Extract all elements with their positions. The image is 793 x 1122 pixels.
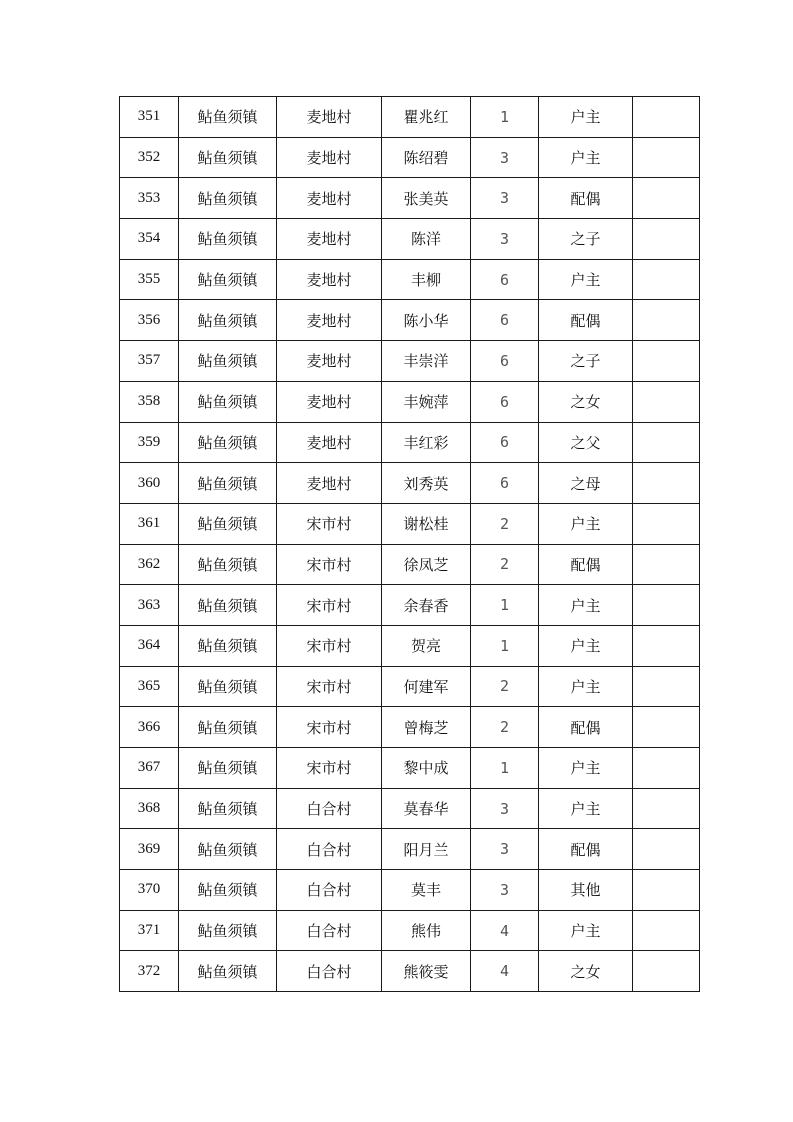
remarks-cell bbox=[633, 422, 700, 463]
name-cell: 何建军 bbox=[382, 666, 471, 707]
relation-cell: 户主 bbox=[539, 585, 633, 626]
relation-cell: 户主 bbox=[539, 503, 633, 544]
village-cell: 麦地村 bbox=[277, 300, 382, 341]
household-size-cell: 4 bbox=[471, 910, 539, 951]
household-table bbox=[119, 96, 700, 992]
serial-number-cell: 360 bbox=[120, 463, 179, 504]
relation-cell: 配偶 bbox=[539, 829, 633, 870]
remarks-cell bbox=[633, 219, 700, 260]
village-cell: 麦地村 bbox=[277, 137, 382, 178]
town-cell: 鲇鱼须镇 bbox=[179, 97, 277, 138]
serial-number-cell: 355 bbox=[120, 259, 179, 300]
table-row bbox=[120, 422, 700, 463]
serial-number-cell: 356 bbox=[120, 300, 179, 341]
name-cell: 陈绍碧 bbox=[382, 137, 471, 178]
relation-cell: 之女 bbox=[539, 951, 633, 992]
town-cell: 鲇鱼须镇 bbox=[179, 544, 277, 585]
village-cell: 宋市村 bbox=[277, 666, 382, 707]
table-body bbox=[120, 97, 700, 992]
relation-cell: 户主 bbox=[539, 666, 633, 707]
remarks-cell bbox=[633, 137, 700, 178]
table-row bbox=[120, 666, 700, 707]
name-cell: 熊筱雯 bbox=[382, 951, 471, 992]
name-cell: 张美英 bbox=[382, 178, 471, 219]
relation-cell: 户主 bbox=[539, 788, 633, 829]
household-size-cell: 6 bbox=[471, 341, 539, 382]
remarks-cell bbox=[633, 544, 700, 585]
serial-number-cell: 361 bbox=[120, 503, 179, 544]
remarks-cell bbox=[633, 666, 700, 707]
town-cell: 鲇鱼须镇 bbox=[179, 463, 277, 504]
town-cell: 鲇鱼须镇 bbox=[179, 748, 277, 789]
name-cell: 曾梅芝 bbox=[382, 707, 471, 748]
town-cell: 鲇鱼须镇 bbox=[179, 300, 277, 341]
town-cell: 鲇鱼须镇 bbox=[179, 503, 277, 544]
name-cell: 丰婉萍 bbox=[382, 381, 471, 422]
household-size-cell: 2 bbox=[471, 666, 539, 707]
serial-number-cell: 357 bbox=[120, 341, 179, 382]
household-size-cell: 3 bbox=[471, 870, 539, 911]
household-size-cell: 3 bbox=[471, 137, 539, 178]
household-size-cell: 6 bbox=[471, 259, 539, 300]
relation-cell: 户主 bbox=[539, 625, 633, 666]
name-cell: 陈洋 bbox=[382, 219, 471, 260]
remarks-cell bbox=[633, 341, 700, 382]
remarks-cell bbox=[633, 97, 700, 138]
relation-cell: 之子 bbox=[539, 219, 633, 260]
name-cell: 陈小华 bbox=[382, 300, 471, 341]
household-size-cell: 6 bbox=[471, 300, 539, 341]
remarks-cell bbox=[633, 829, 700, 870]
household-size-cell: 3 bbox=[471, 829, 539, 870]
relation-cell: 配偶 bbox=[539, 544, 633, 585]
village-cell: 白合村 bbox=[277, 788, 382, 829]
village-cell: 麦地村 bbox=[277, 259, 382, 300]
village-cell: 白合村 bbox=[277, 829, 382, 870]
town-cell: 鲇鱼须镇 bbox=[179, 910, 277, 951]
table-row bbox=[120, 259, 700, 300]
town-cell: 鲇鱼须镇 bbox=[179, 707, 277, 748]
table-row bbox=[120, 625, 700, 666]
serial-number-cell: 371 bbox=[120, 910, 179, 951]
serial-number-cell: 351 bbox=[120, 97, 179, 138]
name-cell: 余春香 bbox=[382, 585, 471, 626]
name-cell: 阳月兰 bbox=[382, 829, 471, 870]
village-cell: 白合村 bbox=[277, 951, 382, 992]
remarks-cell bbox=[633, 707, 700, 748]
name-cell: 丰红彩 bbox=[382, 422, 471, 463]
name-cell: 贺亮 bbox=[382, 625, 471, 666]
town-cell: 鲇鱼须镇 bbox=[179, 585, 277, 626]
household-size-cell: 2 bbox=[471, 503, 539, 544]
relation-cell: 之子 bbox=[539, 341, 633, 382]
remarks-cell bbox=[633, 748, 700, 789]
serial-number-cell: 362 bbox=[120, 544, 179, 585]
village-cell: 宋市村 bbox=[277, 585, 382, 626]
remarks-cell bbox=[633, 259, 700, 300]
household-size-cell: 3 bbox=[471, 178, 539, 219]
household-size-cell: 6 bbox=[471, 381, 539, 422]
table-row bbox=[120, 178, 700, 219]
serial-number-cell: 358 bbox=[120, 381, 179, 422]
table-row bbox=[120, 748, 700, 789]
town-cell: 鲇鱼须镇 bbox=[179, 788, 277, 829]
town-cell: 鲇鱼须镇 bbox=[179, 666, 277, 707]
village-cell: 宋市村 bbox=[277, 625, 382, 666]
serial-number-cell: 365 bbox=[120, 666, 179, 707]
serial-number-cell: 370 bbox=[120, 870, 179, 911]
remarks-cell bbox=[633, 870, 700, 911]
household-size-cell: 3 bbox=[471, 219, 539, 260]
serial-number-cell: 354 bbox=[120, 219, 179, 260]
remarks-cell bbox=[633, 381, 700, 422]
table-row bbox=[120, 300, 700, 341]
name-cell: 黎中成 bbox=[382, 748, 471, 789]
town-cell: 鲇鱼须镇 bbox=[179, 951, 277, 992]
town-cell: 鲇鱼须镇 bbox=[179, 259, 277, 300]
table-row bbox=[120, 829, 700, 870]
relation-cell: 之父 bbox=[539, 422, 633, 463]
table-row bbox=[120, 585, 700, 626]
household-size-cell: 6 bbox=[471, 422, 539, 463]
remarks-cell bbox=[633, 788, 700, 829]
name-cell: 丰崇洋 bbox=[382, 341, 471, 382]
town-cell: 鲇鱼须镇 bbox=[179, 341, 277, 382]
serial-number-cell: 368 bbox=[120, 788, 179, 829]
remarks-cell bbox=[633, 951, 700, 992]
table-row bbox=[120, 910, 700, 951]
serial-number-cell: 366 bbox=[120, 707, 179, 748]
table-row bbox=[120, 503, 700, 544]
relation-cell: 户主 bbox=[539, 748, 633, 789]
village-cell: 麦地村 bbox=[277, 219, 382, 260]
village-cell: 宋市村 bbox=[277, 544, 382, 585]
remarks-cell bbox=[633, 625, 700, 666]
table-row bbox=[120, 707, 700, 748]
serial-number-cell: 359 bbox=[120, 422, 179, 463]
relation-cell: 户主 bbox=[539, 910, 633, 951]
table-row bbox=[120, 463, 700, 504]
household-size-cell: 1 bbox=[471, 748, 539, 789]
household-size-cell: 1 bbox=[471, 625, 539, 666]
household-size-cell: 2 bbox=[471, 544, 539, 585]
household-size-cell: 1 bbox=[471, 585, 539, 626]
town-cell: 鲇鱼须镇 bbox=[179, 829, 277, 870]
remarks-cell bbox=[633, 585, 700, 626]
name-cell: 莫春华 bbox=[382, 788, 471, 829]
town-cell: 鲇鱼须镇 bbox=[179, 422, 277, 463]
name-cell: 丰柳 bbox=[382, 259, 471, 300]
serial-number-cell: 367 bbox=[120, 748, 179, 789]
remarks-cell bbox=[633, 463, 700, 504]
household-size-cell: 4 bbox=[471, 951, 539, 992]
name-cell: 瞿兆红 bbox=[382, 97, 471, 138]
town-cell: 鲇鱼须镇 bbox=[179, 137, 277, 178]
table-row bbox=[120, 870, 700, 911]
relation-cell: 其他 bbox=[539, 870, 633, 911]
relation-cell: 户主 bbox=[539, 259, 633, 300]
remarks-cell bbox=[633, 910, 700, 951]
table-row bbox=[120, 381, 700, 422]
household-size-cell: 6 bbox=[471, 463, 539, 504]
village-cell: 宋市村 bbox=[277, 707, 382, 748]
name-cell: 谢松桂 bbox=[382, 503, 471, 544]
name-cell: 熊伟 bbox=[382, 910, 471, 951]
serial-number-cell: 364 bbox=[120, 625, 179, 666]
village-cell: 麦地村 bbox=[277, 341, 382, 382]
relation-cell: 配偶 bbox=[539, 300, 633, 341]
name-cell: 刘秀英 bbox=[382, 463, 471, 504]
village-cell: 麦地村 bbox=[277, 422, 382, 463]
village-cell: 宋市村 bbox=[277, 748, 382, 789]
table-row bbox=[120, 788, 700, 829]
remarks-cell bbox=[633, 178, 700, 219]
serial-number-cell: 352 bbox=[120, 137, 179, 178]
remarks-cell bbox=[633, 503, 700, 544]
village-cell: 白合村 bbox=[277, 870, 382, 911]
relation-cell: 之女 bbox=[539, 381, 633, 422]
serial-number-cell: 353 bbox=[120, 178, 179, 219]
town-cell: 鲇鱼须镇 bbox=[179, 178, 277, 219]
town-cell: 鲇鱼须镇 bbox=[179, 625, 277, 666]
relation-cell: 配偶 bbox=[539, 178, 633, 219]
table-row bbox=[120, 544, 700, 585]
serial-number-cell: 363 bbox=[120, 585, 179, 626]
remarks-cell bbox=[633, 300, 700, 341]
village-cell: 麦地村 bbox=[277, 97, 382, 138]
relation-cell: 之母 bbox=[539, 463, 633, 504]
table-row bbox=[120, 219, 700, 260]
relation-cell: 配偶 bbox=[539, 707, 633, 748]
household-size-cell: 3 bbox=[471, 788, 539, 829]
relation-cell: 户主 bbox=[539, 97, 633, 138]
name-cell: 莫丰 bbox=[382, 870, 471, 911]
village-cell: 麦地村 bbox=[277, 381, 382, 422]
household-size-cell: 2 bbox=[471, 707, 539, 748]
village-cell: 白合村 bbox=[277, 910, 382, 951]
village-cell: 麦地村 bbox=[277, 178, 382, 219]
household-size-cell: 1 bbox=[471, 97, 539, 138]
name-cell: 徐凤芝 bbox=[382, 544, 471, 585]
town-cell: 鲇鱼须镇 bbox=[179, 381, 277, 422]
serial-number-cell: 372 bbox=[120, 951, 179, 992]
village-cell: 麦地村 bbox=[277, 463, 382, 504]
village-cell: 宋市村 bbox=[277, 503, 382, 544]
town-cell: 鲇鱼须镇 bbox=[179, 870, 277, 911]
table-row bbox=[120, 341, 700, 382]
table-row bbox=[120, 97, 700, 138]
table-row bbox=[120, 951, 700, 992]
town-cell: 鲇鱼须镇 bbox=[179, 219, 277, 260]
serial-number-cell: 369 bbox=[120, 829, 179, 870]
table-row bbox=[120, 137, 700, 178]
relation-cell: 户主 bbox=[539, 137, 633, 178]
